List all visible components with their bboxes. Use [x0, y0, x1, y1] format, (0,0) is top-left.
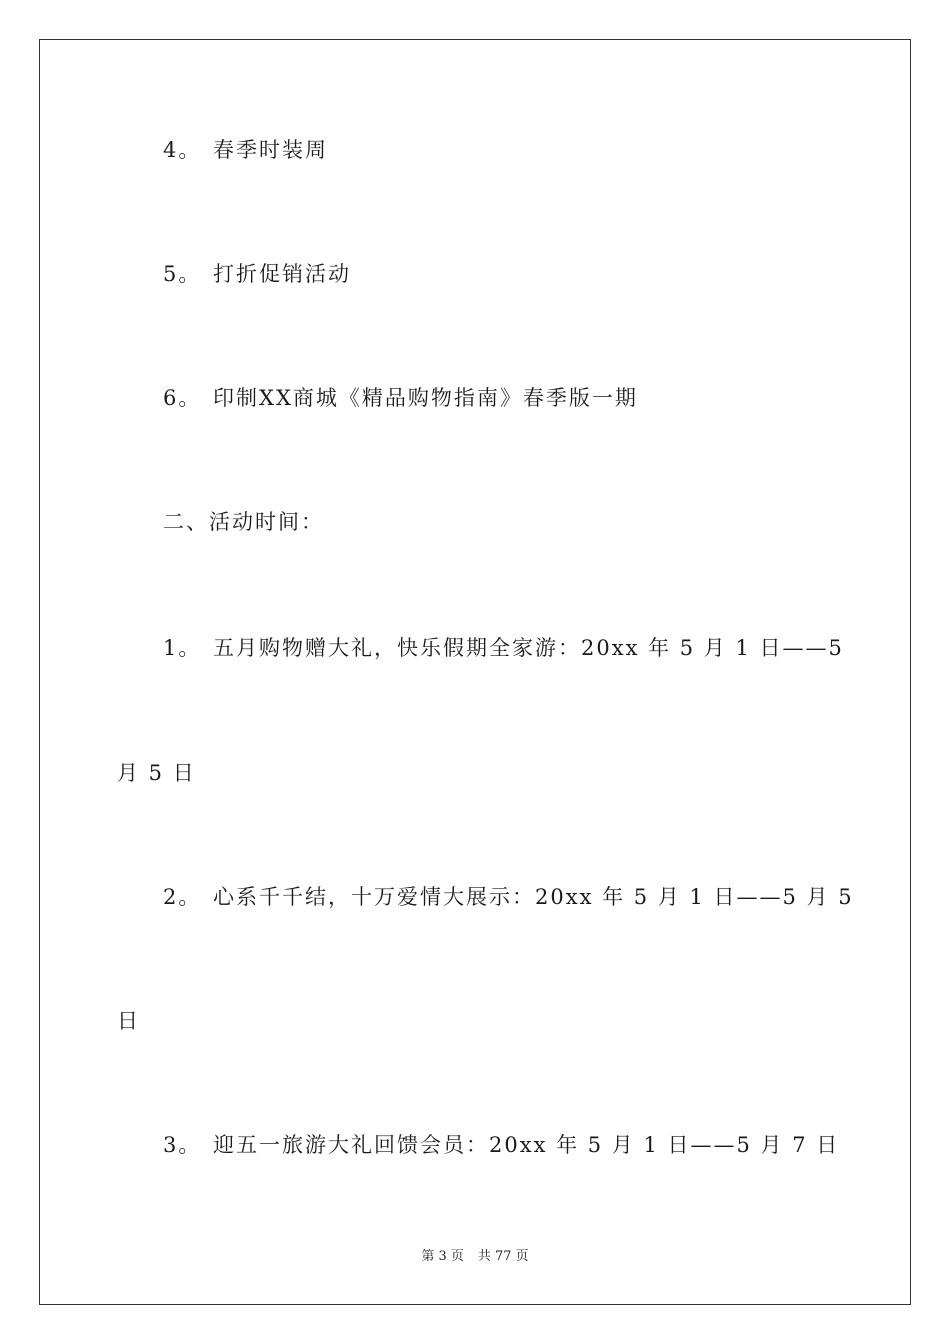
list-text: 心系千千结，十万爱情大展示：20xx 年 5 月 1 日——5 月 5	[213, 885, 854, 909]
page-total: 共 77 页	[477, 1249, 529, 1264]
time-item-2	[163, 884, 854, 910]
list-number: 5。	[163, 262, 202, 286]
section-heading: 二、活动时间：	[163, 510, 324, 534]
page-footer	[0, 1248, 950, 1266]
time-item-3	[163, 1132, 839, 1158]
list-text: 打折促销活动	[213, 262, 351, 286]
page-number: 第 3 页	[421, 1249, 464, 1264]
list-number: 3。	[163, 1133, 202, 1157]
time-item-2-continuation: 日	[117, 1009, 140, 1033]
time-item-1	[163, 635, 844, 661]
page-frame	[39, 39, 911, 1305]
time-item-1-continuation: 月 5 日	[117, 761, 196, 785]
list-text: 春季时装周	[213, 138, 328, 162]
list-text: 印制XX商城《精品购物指南》春季版一期	[213, 386, 638, 410]
list-item-4	[163, 137, 328, 163]
list-text: 五月购物赠大礼，快乐假期全家游：20xx 年 5 月 1 日——5	[213, 636, 844, 660]
list-text: 迎五一旅游大礼回馈会员：20xx 年 5 月 1 日——5 月 7 日	[213, 1133, 840, 1157]
list-item-5	[163, 261, 351, 287]
list-item-6	[163, 385, 638, 411]
list-number: 2。	[163, 885, 202, 909]
list-number: 4。	[163, 138, 202, 162]
list-number: 6。	[163, 386, 202, 410]
list-number: 1。	[163, 636, 202, 660]
